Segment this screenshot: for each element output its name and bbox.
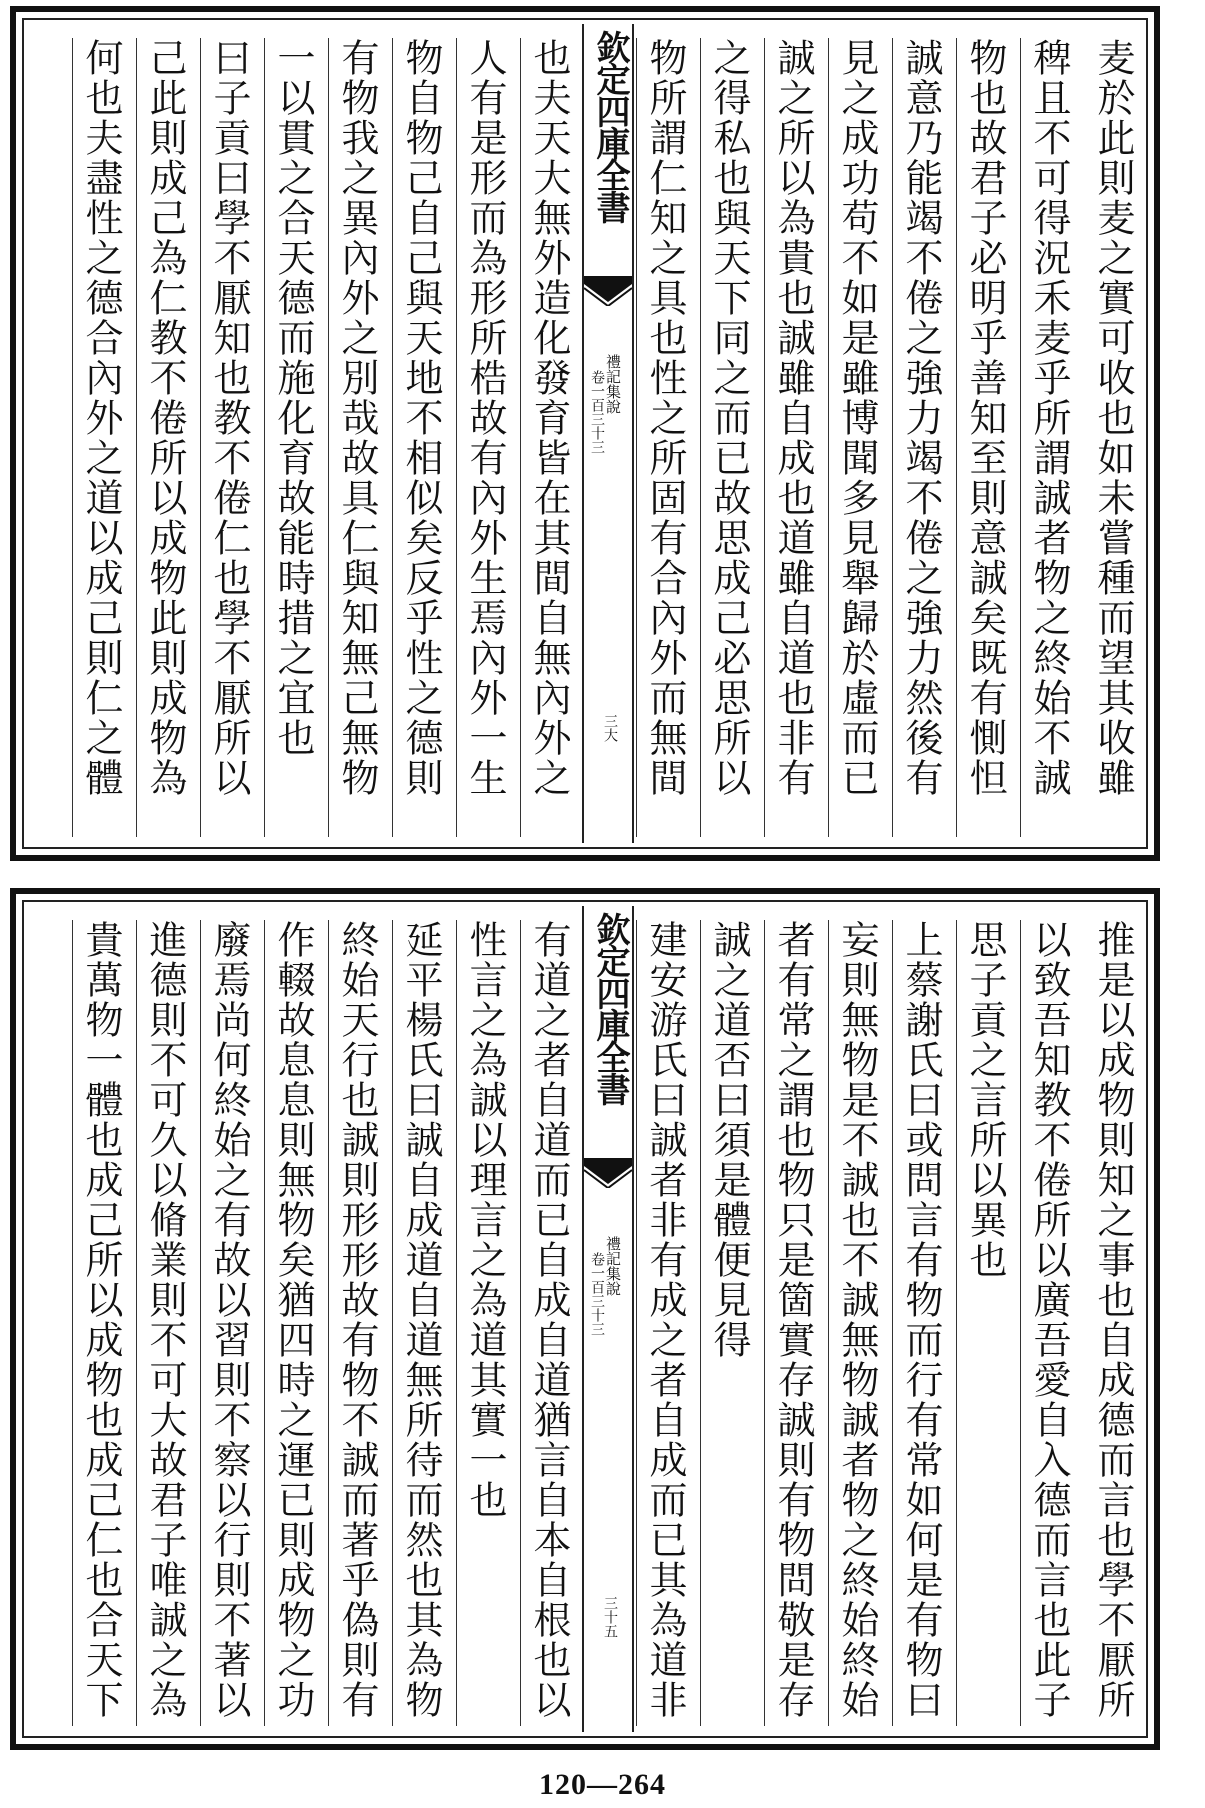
collection-title: 欽定四庫全書 — [590, 912, 630, 1104]
text-column: 延平楊氏曰誠自成道自道無所待而然也其為物 — [392, 920, 450, 1726]
text-column: 誠之所以為貴也誠雖自成也道雖自道也非有 — [764, 38, 822, 837]
center-fold — [582, 24, 634, 843]
text-column: 物自物己自己與天地不相似矣反乎性之德則 — [392, 38, 450, 837]
leaf-number: 三十五 — [602, 1596, 618, 1638]
text-column: 推是以成物則知之事也自成德而言也學不厭所 — [1091, 920, 1135, 1720]
text-column: 上蔡謝氏曰或問言有物而行有常如何是有物曰 — [892, 920, 950, 1726]
text-column: 麦於此則麦之實可收也如未嘗種而望其收雖 — [1091, 38, 1135, 798]
text-column: 有道之者自道而已自成自道猶言自本自根也以 — [520, 920, 578, 1726]
collection-title: 欽定四庫全書 — [590, 30, 630, 222]
volume-label: 卷一百三十三 — [589, 370, 605, 454]
text-column: 思子貢之言所以異也 — [956, 920, 1014, 1726]
text-column: 作輟故息息則無物矣猶四時之運已則成物之功 — [264, 920, 322, 1726]
text-column: 一以貫之合天德而施化育故能時措之宜也 — [264, 38, 322, 837]
text-column: 曰子貢曰學不厭知也教不倦仁也學不厭所以 — [200, 38, 258, 837]
text-column: 人有是形而為形所梏故有內外生焉內外一生 — [456, 38, 514, 837]
text-column: 誠意乃能竭不倦之強力竭不倦之強力然後有 — [892, 38, 950, 837]
leaf-number: 三大 — [602, 714, 618, 742]
bottom-page — [10, 888, 1160, 1750]
text-column: 之得私也與天下同之而已故思成己必思所以 — [700, 38, 758, 837]
text-column: 稗且不可得況禾麦乎所謂誠者物之終始不誠 — [1020, 38, 1078, 837]
text-column: 性言之為誠以理言之為道其實一也 — [456, 920, 514, 1726]
book-title: 禮記集說 — [604, 1236, 622, 1296]
text-column: 己此則成己為仁教不倦所以成物此則成物為 — [136, 38, 194, 837]
text-column: 貴萬物一體也成己所以成物也成己仁也合天下 — [72, 920, 130, 1726]
text-column: 也夫天大無外造化發育皆在其間自無內外之 — [520, 38, 578, 837]
book-title: 禮記集說 — [604, 354, 622, 414]
center-fold — [582, 906, 634, 1732]
fishtail-mark — [584, 276, 632, 306]
text-column: 誠之道否曰須是體便見得 — [700, 920, 758, 1726]
text-column: 物也故君子必明乎善知至則意誠矣既有惻怛 — [956, 38, 1014, 837]
top-page — [10, 6, 1160, 861]
volume-label: 卷一百三十三 — [589, 1252, 605, 1336]
fishtail-mark — [584, 1158, 632, 1188]
text-column: 妄則無物是不誠也不誠無物誠者物之終始終始 — [828, 920, 886, 1726]
text-column: 有物我之異內外之別哉故具仁與知無己無物 — [328, 38, 386, 837]
text-column: 建安游氏曰誠者非有成之者自成而已其為道非 — [636, 920, 694, 1726]
text-column: 終始天行也誠則形形故有物不誠而著乎偽則有 — [328, 920, 386, 1726]
text-column: 何也夫盡性之德合內外之道以成己則仁之體 — [72, 38, 130, 837]
page-number: 120—264 — [539, 1768, 666, 1801]
text-column: 以致吾知教不倦所以廣吾愛自入德而言也此子 — [1020, 920, 1078, 1726]
text-column: 物所謂仁知之具也性之所固有合內外而無間 — [636, 38, 694, 837]
text-column: 廢焉尚何終始之有故以習則不察以行則不著以 — [200, 920, 258, 1726]
text-column: 者有常之謂也物只是箇實存誠則有物問敬是存 — [764, 920, 822, 1726]
text-column: 見之成功苟不如是雖博聞多見舉歸於虛而已 — [828, 38, 886, 837]
text-column: 進德則不可久以脩業則不可大故君子唯誠之為 — [136, 920, 194, 1726]
